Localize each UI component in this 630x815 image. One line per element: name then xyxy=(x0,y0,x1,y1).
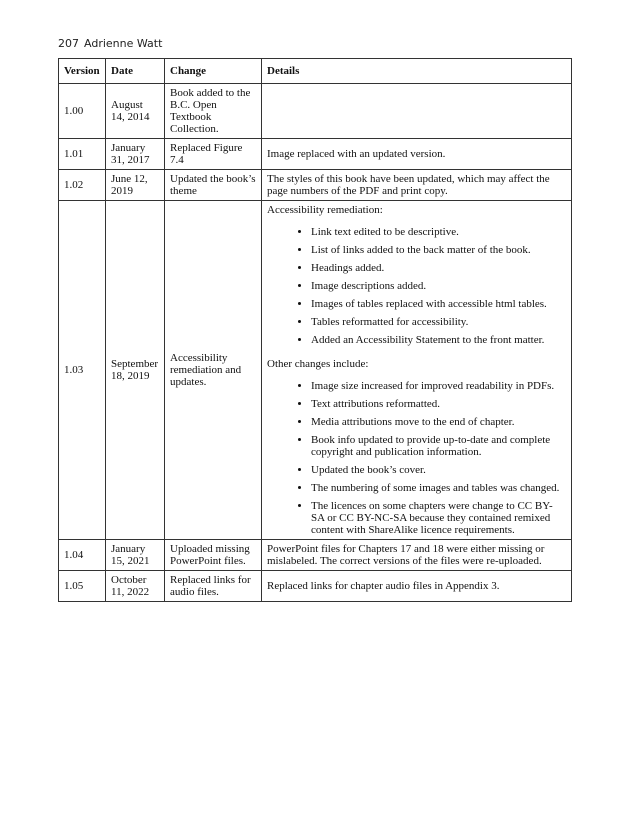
date-cell: June 12, 2019 xyxy=(106,170,165,201)
version-cell: 1.04 xyxy=(59,540,106,571)
details-cell: The styles of this book have been updated, which may affect the page numbers of the PDF and print copy. xyxy=(262,170,572,201)
date-cell: August 14, 2014 xyxy=(106,84,165,139)
list-item: • The licences on some chapters were change to CC BY-SA or CC BY-NC-SA because they contained remixed content with ShareAlike licence requirements. xyxy=(311,500,566,536)
change-cell: Book added to the B.C. Open Textbook Collection. xyxy=(165,84,262,139)
list-item: • Link text edited to be descriptive. xyxy=(311,226,566,238)
version-cell: 1.01 xyxy=(59,139,106,170)
list-item: • The numbering of some images and tables was changed. xyxy=(311,482,566,494)
change-cell: Accessibility remediation and updates. xyxy=(165,201,262,540)
list-item: • Headings added. xyxy=(311,262,566,274)
table-row xyxy=(59,170,572,201)
change-cell: Replaced Figure 7.4 xyxy=(165,139,262,170)
change-cell: Updated the book’s theme xyxy=(165,170,262,201)
version-cell: 1.03 xyxy=(59,201,106,540)
list-item: • List of links added to the back matter of the book. xyxy=(311,244,566,256)
date-cell: October 11, 2022 xyxy=(106,571,165,602)
details-cell xyxy=(262,201,572,540)
column-header-date: Date xyxy=(106,59,165,84)
details-cell: Image replaced with an updated version. xyxy=(262,139,572,170)
details-mid: Other changes include: xyxy=(267,358,369,370)
change-cell: Uploaded missing PowerPoint files. xyxy=(165,540,262,571)
details-cell xyxy=(262,84,572,139)
list-item: • Updated the book’s cover. xyxy=(311,464,566,476)
table-row xyxy=(59,84,572,139)
list-item: • Tables reformatted for accessibility. xyxy=(311,316,566,328)
table-row xyxy=(59,571,572,602)
list-item: • Images of tables replaced with accessible html tables. xyxy=(311,298,566,310)
date-cell: January 31, 2017 xyxy=(106,139,165,170)
list-item: • Added an Accessibility Statement to the front matter. xyxy=(311,334,566,346)
author-name: Adrienne Watt xyxy=(84,37,163,50)
column-header-change: Change xyxy=(165,59,262,84)
details-intro: Accessibility remediation: xyxy=(267,204,383,216)
date-cell: September 18, 2019 xyxy=(106,201,165,540)
version-history-table xyxy=(58,58,572,602)
column-header-details: Details xyxy=(262,59,572,84)
accessibility-list xyxy=(267,226,566,346)
list-item: • Image descriptions added. xyxy=(311,280,566,292)
table-header-row xyxy=(59,59,572,84)
details-cell: PowerPoint files for Chapters 17 and 18 were either missing or mislabeled. The correct versions of the files were re-uploaded. xyxy=(262,540,572,571)
list-item: • Image size increased for improved readability in PDFs. xyxy=(311,380,566,392)
running-head xyxy=(58,37,167,50)
version-cell: 1.05 xyxy=(59,571,106,602)
table-row xyxy=(59,540,572,571)
table-row xyxy=(59,201,572,540)
change-cell: Replaced links for audio files. xyxy=(165,571,262,602)
other-changes-list xyxy=(267,380,566,536)
date-cell: January 15, 2021 xyxy=(106,540,165,571)
version-cell: 1.02 xyxy=(59,170,106,201)
list-item: • Book info updated to provide up-to-date and complete copyright and publication information. xyxy=(311,434,566,458)
column-header-version: Version xyxy=(59,59,106,84)
list-item: • Media attributions move to the end of chapter. xyxy=(311,416,566,428)
list-item: • Text attributions reformatted. xyxy=(311,398,566,410)
page-number: 207 xyxy=(58,37,79,50)
version-cell: 1.00 xyxy=(59,84,106,139)
table-row xyxy=(59,139,572,170)
details-cell: Replaced links for chapter audio files in Appendix 3. xyxy=(262,571,572,602)
